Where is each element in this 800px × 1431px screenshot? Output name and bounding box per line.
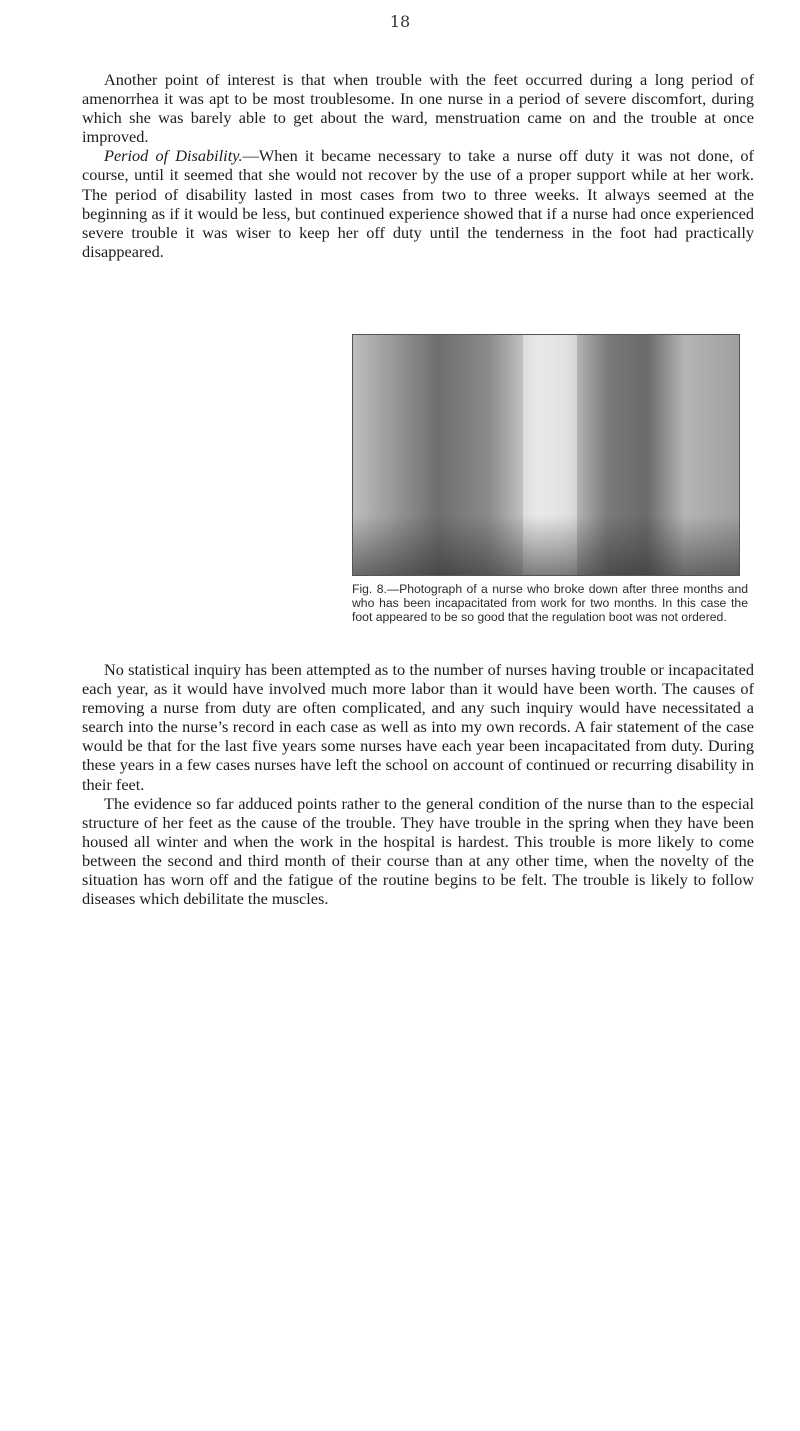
section-heading: Period of Disability.: [104, 146, 243, 166]
page-number: 18: [389, 12, 411, 31]
figure-caption: Fig. 8.—Photograph of a nurse who broke down after three months and who has been incapacitated from work for two months. In this case the foot appeared to be so good that the regulation boot was not ordered.: [352, 582, 748, 625]
wrapped-section: [82, 146, 754, 261]
paragraph-2: [82, 146, 754, 261]
paragraph-3: No statistical inquiry has been attempted as to the number of nurses having trouble or incapacitated each year, as it would have involved much more labor than it would have been worth. The causes of removing a nurse from duty are often complicated, and any such inquiry would have necessitated a search into the nurse’s record in each case as well as into my own records. A fair statement of the case would be that for the last five years some nurses have each year been incapacitated from duty. During these years in a few cases nurses have left the school on account of continued or recurring disability in their feet.: [82, 660, 754, 794]
figure: [340, 320, 760, 625]
body-text-lower: [82, 660, 754, 908]
paragraph-2-text: —When it became necessary to take a nurse off duty it was not done, of course, until it seemed that she would not recover by the use of a proper support while at her work. The period of disability lasted in most cases from two to three weeks. It always seemed at the beginning as if it would be less, but continued experience showed that if a nurse had once experienced severe trouble it was wiser to keep her off duty until the tenderness in the foot had practically disappeared.: [82, 146, 754, 261]
photo-shadow: [353, 515, 739, 575]
figure-photo: [352, 334, 740, 576]
paragraph-4: The evidence so far adduced points rather to the general condition of the nurse than to the especial structure of her feet as the cause of the trouble. They have trouble in the spring when they have been housed all winter and when the work in the hospital is hardest. This trouble is more likely to come between the second and third month of their course than at any other time, when the novelty of the situation has worn off and the fatigue of the routine begins to be felt. The trouble is likely to follow diseases which debilitate the muscles.: [82, 793, 754, 909]
paragraph-1: Another point of interest is that when trouble with the feet occurred during a long period of amenorrhea it was apt to be most troublesome. In one nurse in a period of severe discomfort, during which she was barely able to get about the ward, menstruation came on and the trouble at once improved.: [82, 70, 754, 147]
